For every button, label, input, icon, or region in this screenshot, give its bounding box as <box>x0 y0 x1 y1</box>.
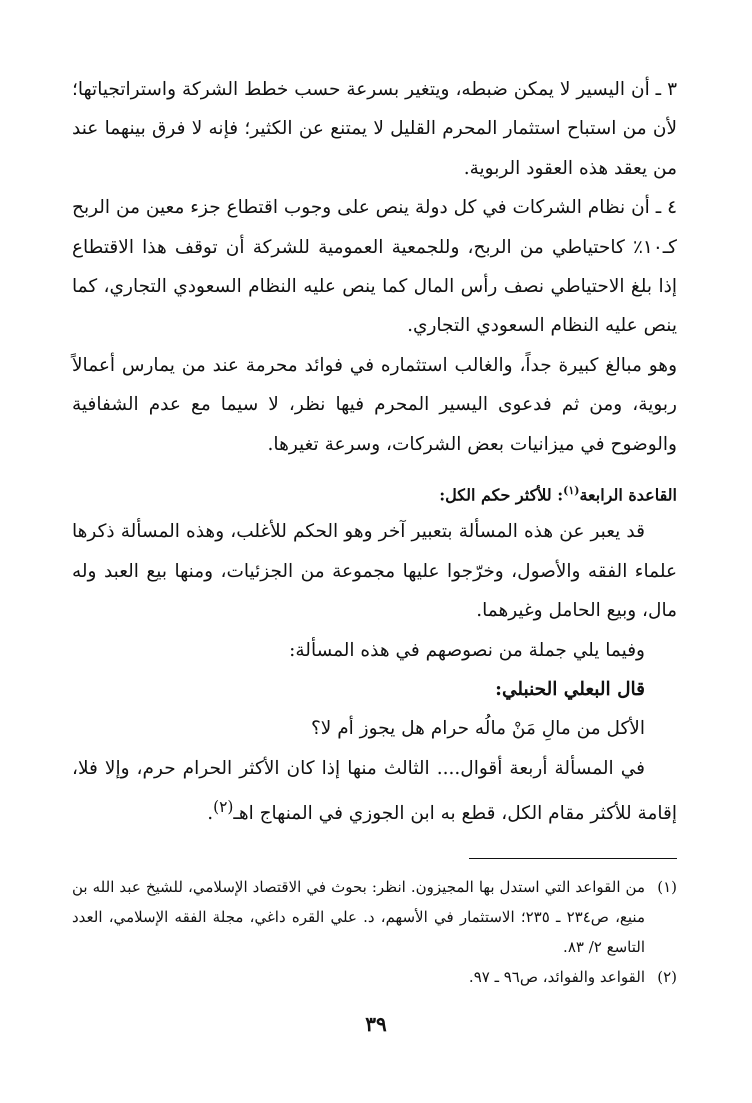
section-heading <box>72 474 677 512</box>
footnote-text: القواعد والفوائد، ص٩٦ ـ ٩٧. <box>468 968 645 986</box>
footnotes <box>72 872 677 992</box>
heading-subtitle: : للأكثر حكم الكل: <box>439 485 564 505</box>
footnote-1 <box>72 872 677 962</box>
page-number: ٣٩ <box>365 1012 387 1036</box>
footnote-separator <box>469 858 677 859</box>
paragraph-commentary: وهو مبالغ كبيرة جداً، والغالب استثماره في فوائد محرمة عند من يمارس أعمالاً ربوية، ومن ثم فدعوى اليسير المحرم فيها نظر، لا سيما مع عدم الشفافية والوضوح في ميزانيات بعض الشركات، وسرعة تغيرها. <box>72 354 677 455</box>
quote-answer-end: . <box>207 803 214 825</box>
paragraph-quotes-intro: وفيما يلي جملة من نصوصهم في هذه المسألة: <box>289 639 645 661</box>
footnote-number: (١) <box>657 878 677 896</box>
paragraph-point-4: ٤ ـ أن نظام الشركات في كل دولة ينص على وجوب اقتطاع جزء معين من الربح كـ١٠٪ كاحتياطي من الربح، وللجمعية العمومية للشركة أن توقف هذا الاقتطاع إذا بلغ الاحتياطي نصف رأس المال كما ينص عليه النظام السعودي التجاري، كما ينص عليه النظام السعودي التجاري. <box>72 197 677 337</box>
heading-title: القاعدة الرابعة <box>579 485 677 505</box>
quote-author: قال البعلي الحنبلي: <box>495 679 645 701</box>
footnote-ref-1: (١) <box>563 484 580 498</box>
quote-question: الأكل من مالِ مَنْ مالُه حرام هل يجوز أم لا؟ <box>310 718 645 740</box>
quote-answer <box>72 749 677 834</box>
footnote-text: من القواعد التي استدل بها المجيزون. انظر: بحوث في الاقتصاد الإسلامي، للشيخ عبد الله بن منيع، ص٢٣٤ ـ ٢٣٥؛ الاستثمار في الأسهم، د. علي القره داغي، مجلة الفقه الإسلامي، العدد التاسع ٢/ ٨٣. <box>72 878 645 956</box>
footnote-number: (٢) <box>657 968 677 986</box>
paragraph-point-3: ٣ ـ أن اليسير لا يمكن ضبطه، ويتغير بسرعة حسب خطط الشركة واستراتجياتها؛ لأن من استباح استثمار المحرم القليل لا يمتنع عن الكثير؛ فإنه لا فرق بينهما عند من يعقد هذه العقود الربوية. <box>72 79 677 179</box>
footnote-ref-2: (٢) <box>213 798 234 817</box>
main-text <box>72 70 677 834</box>
paragraph-rule-explanation: قد يعبر عن هذه المسألة بتعبير آخر وهو الحكم للأغلب، وهذه المسألة ذكرها علماء الفقه والأصول، وخرّجوا عليها مجموعة من الجزئيات، ومنها بيع العبد وله مال، وبيع الحامل وغيرهما. <box>72 521 677 622</box>
footnote-2 <box>72 962 677 992</box>
quote-answer-text: في المسألة أربعة أقوال.... الثالث منها إذا كان الأكثر الحرام حرم، وإلا فلا، إقامة للأكثر مقام الكل، قطع به ابن الجوزي في المنهاج اهـ <box>72 757 677 825</box>
